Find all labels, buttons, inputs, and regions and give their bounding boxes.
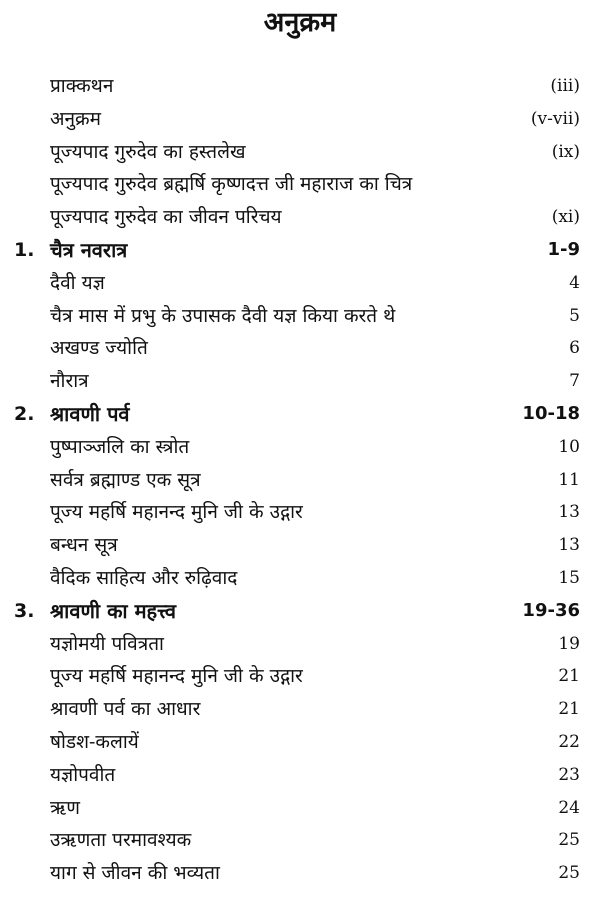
contents-entry	[0, 562, 600, 595]
entry-title: पूज्य महर्षि महानन्द मुनि जी के उद्गार	[50, 665, 303, 688]
page-number: 10-18	[522, 402, 580, 424]
page-number: 6	[569, 338, 580, 359]
contents-entry	[0, 857, 600, 890]
contents-entry	[0, 267, 600, 300]
page-number: 24	[558, 797, 580, 818]
entry-title: पूज्य महर्षि महानन्द मुनि जी के उद्गार	[50, 501, 303, 524]
entry-title: बन्धन सूत्र	[50, 534, 118, 557]
entry-title: श्रावणी पर्व का आधार	[50, 698, 201, 721]
contents-entry	[0, 431, 600, 464]
entry-title: वैदिक साहित्य और रुढ़िवाद	[50, 566, 238, 589]
entry-title: चैत्र मास में प्रभु के उपासक दैवी यज्ञ किया करते थे	[50, 304, 396, 327]
contents-entry	[0, 726, 600, 759]
chapter-number: 3.	[14, 599, 35, 622]
page-number: 21	[558, 699, 580, 720]
entry-title: अखण्ड ज्योति	[50, 337, 148, 360]
chapter-entry	[0, 398, 600, 431]
entry-title: यज्ञोपवीत	[50, 763, 116, 786]
contents-entry	[0, 496, 600, 529]
page-number: 19	[558, 633, 580, 654]
chapter-title: श्रावणी का महत्त्व	[50, 598, 176, 623]
entry-title: याग से जीवन की भव्यता	[50, 862, 220, 885]
page-number: 13	[558, 502, 580, 523]
page-number: 5	[569, 305, 580, 326]
contents-entry	[0, 759, 600, 792]
page-number: 25	[558, 863, 580, 884]
page-number: 22	[558, 731, 580, 752]
entry-title: पूज्यपाद गुरुदेव का जीवन परिचय	[50, 206, 282, 229]
entry-title: ऋण	[50, 796, 80, 819]
contents-entry	[0, 792, 600, 825]
contents-entry	[0, 300, 600, 333]
entry-title: उऋणता परमावश्यक	[50, 829, 192, 852]
page-number: 4	[569, 272, 580, 293]
contents-entry	[0, 70, 600, 103]
chapter-number: 1.	[14, 238, 35, 261]
page-number: 25	[558, 830, 580, 851]
chapter-entry	[0, 234, 600, 267]
entry-title: नौरात्र	[50, 370, 89, 393]
entry-title: षोडश-कलायें	[50, 730, 139, 753]
page-number: 23	[558, 764, 580, 785]
entry-title: दैवी यज्ञ	[50, 271, 105, 294]
page-number: (xi)	[551, 207, 580, 228]
chapter-title: चैत्र नवरात्र	[50, 237, 128, 262]
contents-entry	[0, 201, 600, 234]
page-title: अनुक्रम	[263, 7, 337, 38]
page-number: 10	[558, 436, 580, 457]
contents-entry	[0, 628, 600, 661]
contents-entry	[0, 103, 600, 136]
entry-title: सर्वत्र ब्रह्माण्ड एक सूत्र	[50, 468, 201, 491]
contents-entry	[0, 464, 600, 497]
page-number: (v-vii)	[530, 108, 580, 129]
contents-entry	[0, 136, 600, 169]
entry-title: पुष्पाञ्जलि का स्त्रोत	[50, 435, 190, 458]
page-number: 21	[558, 666, 580, 687]
page-number: 11	[558, 469, 580, 490]
entry-title: अनुक्रम	[50, 107, 102, 130]
contents-entry	[0, 824, 600, 857]
contents-entry	[0, 365, 600, 398]
entry-title: पूज्यपाद गुरुदेव ब्रह्मर्षि कृष्णदत्त जी महाराज का चित्र	[50, 173, 413, 196]
entry-title: पूज्यपाद गुरुदेव का हस्तलेख	[50, 140, 246, 163]
contents-entry	[0, 660, 600, 693]
contents-entry	[0, 529, 600, 562]
page-number: 15	[558, 567, 580, 588]
chapter-entry	[0, 595, 600, 628]
page-number: 1-9	[547, 238, 580, 260]
page-number: (ix)	[551, 141, 580, 162]
chapter-title: श्रावणी पर्व	[50, 401, 130, 426]
contents-list	[0, 70, 600, 890]
page-number: (iii)	[550, 76, 580, 96]
contents-entry	[0, 693, 600, 726]
page-number: 13	[558, 535, 580, 556]
contents-entry	[0, 168, 600, 201]
page-number: 7	[569, 371, 580, 392]
entry-title: यज्ञोमयी पवित्रता	[50, 632, 164, 655]
entry-title: प्राक्कथन	[50, 75, 114, 97]
chapter-number: 2.	[14, 402, 35, 425]
contents-entry	[0, 332, 600, 365]
page-number: 19-36	[522, 599, 580, 621]
